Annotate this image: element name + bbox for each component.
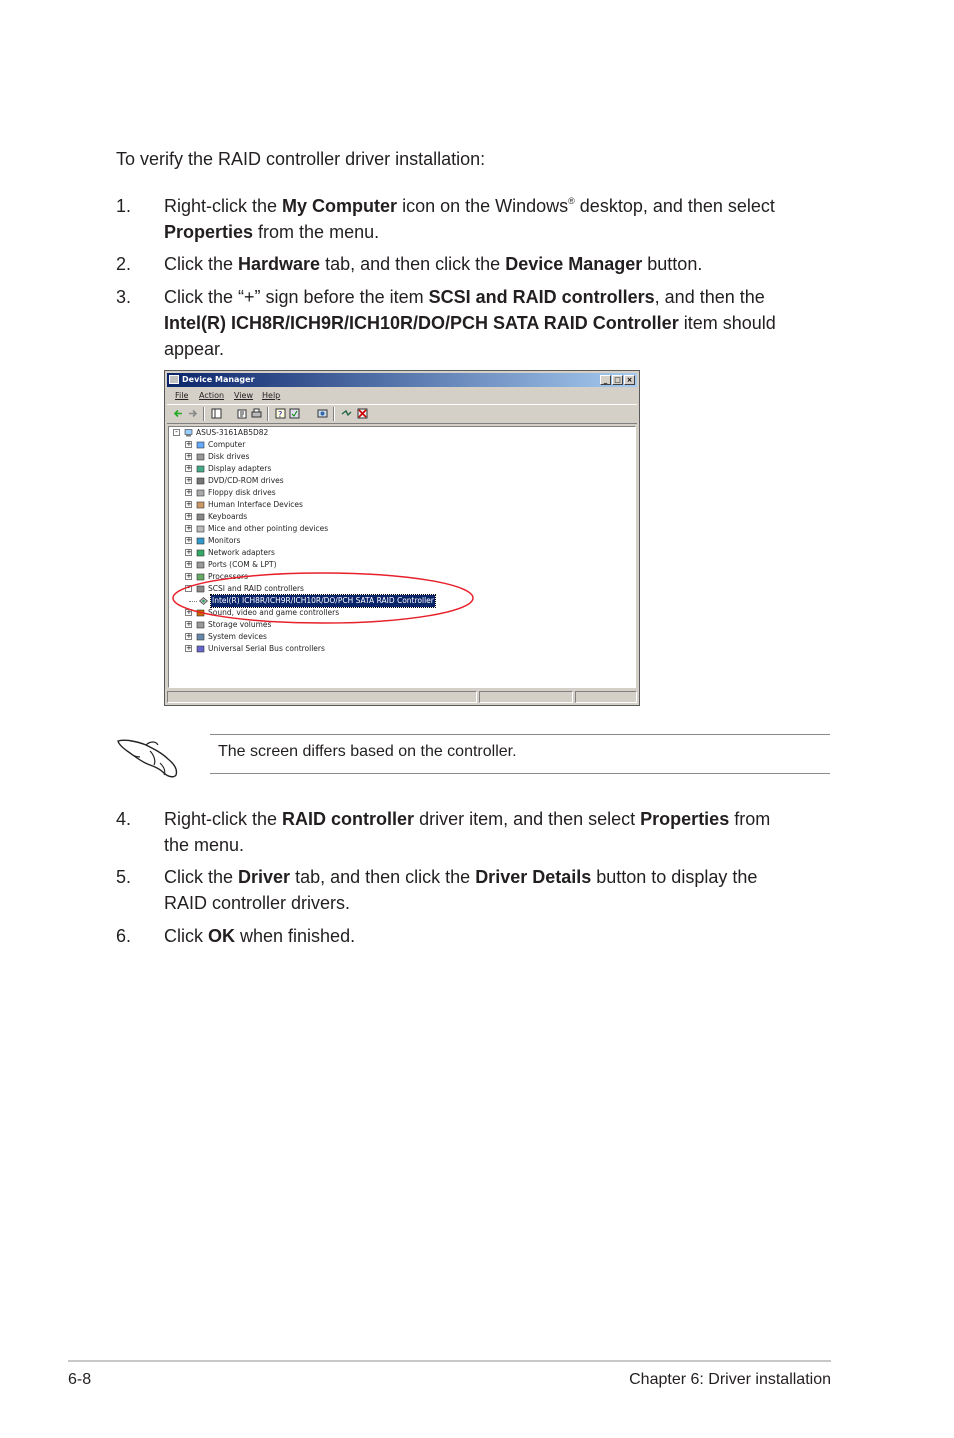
status-panel-3 [575,691,637,703]
tree-item-label: Ports (COM & LPT) [208,560,277,569]
expand-toggle[interactable]: + [186,512,192,520]
maximize-button[interactable]: □ [612,375,623,385]
device-tree [168,426,636,688]
tree-item-label: Monitors [208,536,241,545]
footer-rule [68,1360,831,1362]
expand-toggle[interactable]: + [186,536,192,544]
menu-bar [167,389,637,403]
back-icon[interactable] [173,408,184,419]
keyboard-icon [196,513,205,521]
expand-toggle[interactable]: + [186,572,192,580]
svg-text:?: ? [278,410,283,419]
processor-icon [196,573,205,581]
menu-file[interactable]: File [175,391,189,400]
device-manager-icon [169,375,179,384]
status-panel-2 [479,691,573,703]
help-icon[interactable] [275,408,286,419]
step-5-number: 5. [116,867,132,887]
expand-toggle[interactable]: + [186,500,192,508]
step-3-line-2: Intel(R) ICH8R/ICH9R/ICH10R/DO/PCH SATA RAID Controller item should [164,313,776,333]
expand-toggle[interactable]: + [186,524,192,532]
system-icon [196,633,205,641]
step-5-line-1: Click the Driver tab, and then click the Driver Details button to display the [164,867,758,887]
collapse-root-toggle[interactable]: - [173,429,180,436]
step-6-line-1: Click OK when finished. [164,926,356,946]
tree-item-label: Universal Serial Bus controllers [208,644,325,653]
tree-root-label: ASUS-3161AB5D82 [196,428,269,437]
console-tree-icon[interactable] [211,408,222,419]
note-bottom-rule [210,773,830,774]
step-3-number: 3. [116,287,132,307]
disk-drive-icon [196,453,205,461]
expand-toggle[interactable]: + [186,476,192,484]
sound-icon [196,609,205,617]
tree-item-label: System devices [208,632,267,641]
tree-item-label: Network adapters [208,548,275,557]
raid-controller-icon [199,597,208,605]
expand-toggle[interactable]: + [186,644,192,652]
expand-toggle[interactable]: + [186,620,192,628]
expand-toggle[interactable]: + [186,488,192,496]
toolbar [167,404,637,424]
raid-controller-label: Intel(R) ICH8R/ICH9R/ICH10R/DO/PCH SATA RAID Controller [212,596,434,605]
tree-item-label: Human Interface Devices [208,500,303,509]
tree-item-label: Sound, video and game controllers [208,608,340,617]
toolbar-separator [267,407,269,421]
tree-item-label: Display adapters [208,464,272,473]
step-3-line-3: appear. [164,339,225,359]
step-2-line-1: Click the Hardware tab, and then click the Device Manager button. [164,254,703,274]
note-text: The screen differs based on the controller. [218,743,517,760]
expand-toggle[interactable]: + [186,452,192,460]
close-button[interactable]: × [624,375,635,385]
network-icon [196,549,205,557]
step-1-line-2: Properties from the menu. [164,222,380,242]
collapse-toggle[interactable]: - [185,585,192,592]
tree-item-label: Storage volumes [208,620,272,629]
usb-icon [196,645,205,653]
step-3-line-1: Click the “+” sign before the item SCSI and RAID controllers, and then the [164,287,765,307]
display-adapter-icon [196,465,205,473]
step-6-number: 6. [116,926,132,946]
computer-icon [196,441,205,449]
update-driver-icon[interactable] [289,408,300,419]
menu-view[interactable]: View [234,391,253,400]
note-top-rule [210,734,830,735]
menu-action[interactable]: Action [199,391,225,400]
window-title: Device Manager [182,375,255,384]
tree-item-label: SCSI and RAID controllers [208,584,304,593]
properties-icon[interactable] [237,408,248,419]
pointing-hand-icon [116,733,180,779]
dvd-drive-icon [196,477,205,485]
minimize-button[interactable]: _ [600,375,611,385]
scsi-icon [196,585,205,593]
forward-icon[interactable] [187,408,198,419]
tree-item-label: Keyboards [208,512,248,521]
step-4-line-1: Right-click the RAID controller driver item, and then select Properties from [164,809,771,829]
monitor-icon [196,537,205,545]
expand-toggle[interactable]: + [186,560,192,568]
storage-icon [196,621,205,629]
tree-item-label: Floppy disk drives [208,488,276,497]
step-5-line-2: RAID controller drivers. [164,893,351,913]
scan-hardware-icon[interactable] [317,408,328,419]
tree-item-label: Processors [208,572,249,581]
print-icon[interactable] [251,408,262,419]
port-icon [196,561,205,569]
expand-toggle[interactable]: + [186,440,192,448]
step-2-number: 2. [116,254,132,274]
chapter-title: Chapter 6: Driver installation [629,1371,831,1388]
tree-item-label: Mice and other pointing devices [208,524,329,533]
status-panel-1 [167,691,477,703]
status-bar [167,691,637,703]
toolbar-separator [203,407,205,421]
mouse-icon [196,525,205,533]
toolbar-separator [333,407,335,421]
title-bar [167,373,637,387]
tree-item-label: DVD/CD-ROM drives [208,476,284,485]
tree-item-label: Disk drives [208,452,250,461]
menu-help[interactable]: Help [262,391,281,400]
disable-device-icon[interactable] [341,408,352,419]
device-manager-window [164,370,640,706]
intro-text: To verify the RAID controller driver installation: [116,149,486,169]
step-1-line-1: Right-click the My Computer icon on the Windows® desktop, and then select [164,196,775,216]
page-number: 6-8 [68,1371,92,1388]
step-4-line-2: the menu. [164,835,245,855]
computer-icon [184,429,193,437]
step-1-number: 1. [116,196,132,216]
step-4-number: 4. [116,809,132,829]
expand-toggle[interactable]: + [186,608,192,616]
expand-toggle[interactable]: + [186,632,192,640]
hid-icon [196,501,205,509]
tree-item-label: Computer [208,440,246,449]
floppy-icon [196,489,205,497]
expand-toggle[interactable]: + [186,464,192,472]
expand-toggle[interactable]: + [186,548,192,556]
uninstall-device-icon[interactable] [357,408,368,419]
